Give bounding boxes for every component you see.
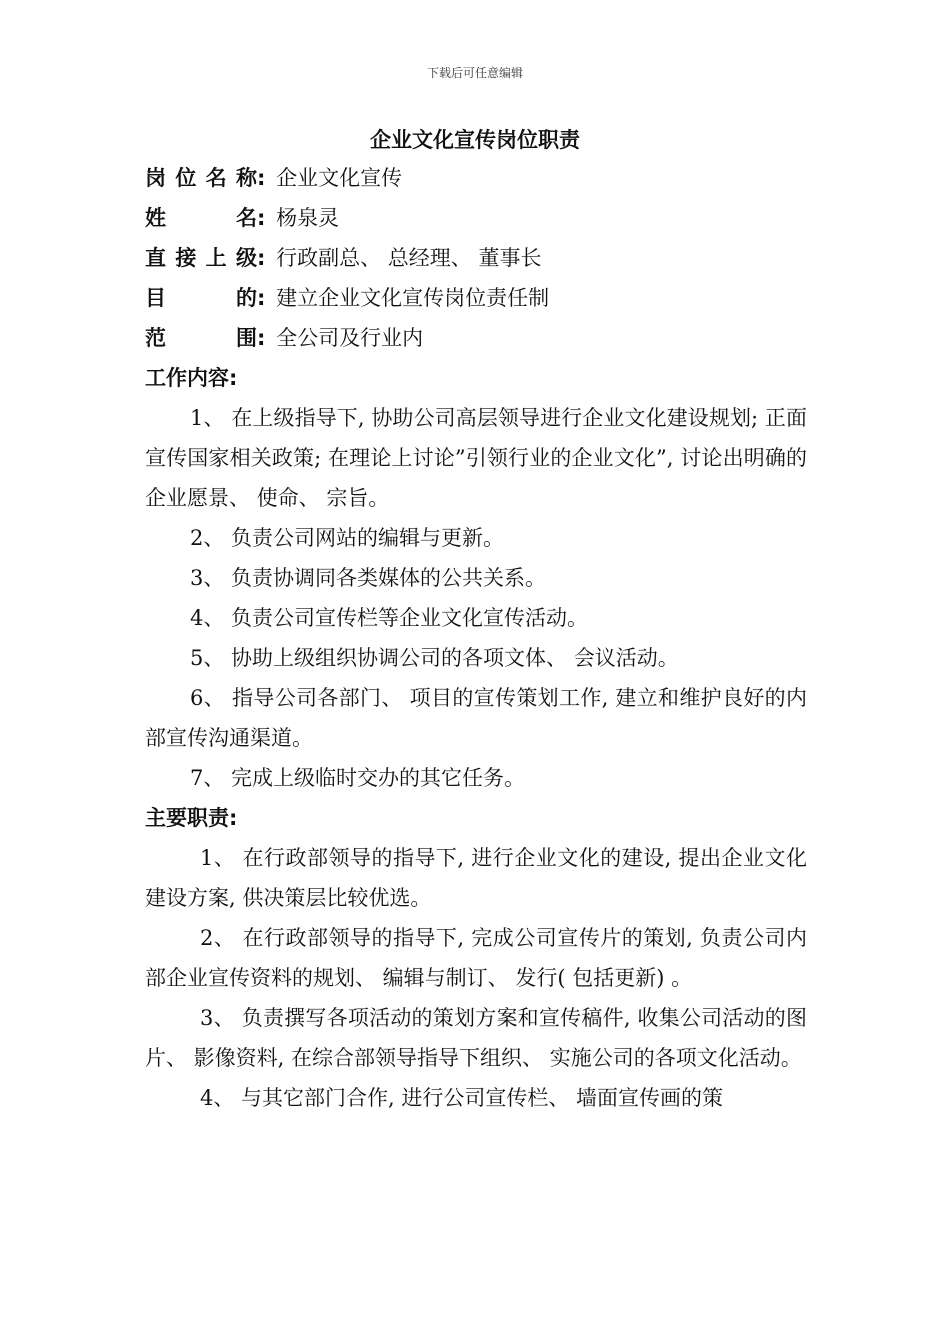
list-item: 2、 在行政部领导的指导下, 完成公司宣传片的策划, 负责公司内部企业宣传资料的规划、 编辑与制订、 发行( 包括更新) 。 [145, 926, 807, 990]
field-label: 直接上级 [145, 246, 257, 270]
field-name: 姓名: 杨泉灵 [145, 198, 807, 238]
list-item: 1、 在上级指导下, 协助公司高层领导进行企业文化建设规划; 正面宣传国家相关政策; 在理论上讨论”引领行业的企业文化”, 讨论出明确的企业愿景、 使命、 宗旨。 [145, 406, 807, 510]
list-item: 4、 与其它部门合作, 进行公司宣传栏、 墙面宣传画的策 [200, 1086, 724, 1110]
main-duties-list [145, 838, 807, 1118]
document-title: 企业文化宣传岗位职责 [370, 128, 580, 152]
work-content-heading: 工作内容: [145, 366, 238, 390]
field-purpose: 目的: 建立企业文化宣传岗位责任制 [145, 278, 807, 318]
list-item: 2、 负责公司网站的编辑与更新。 [190, 526, 505, 550]
field-supervisor: 直接上级: 行政副总、 总经理、 董事长 [145, 238, 807, 278]
list-item: 1、 在行政部领导的指导下, 进行企业文化的建设, 提出企业文化建设方案, 供决策层比较优选。 [145, 846, 807, 910]
field-label: 范围 [145, 326, 257, 350]
list-item: 6、 指导公司各部门、 项目的宣传策划工作, 建立和维护良好的内部宣传沟通渠道。 [145, 686, 807, 750]
field-label: 目的 [145, 286, 257, 310]
field-value: 全公司及行业内 [276, 326, 424, 350]
list-item: 7、 完成上级临时交办的其它任务。 [190, 766, 526, 790]
field-position-name: 岗位名称: 企业文化宣传 [145, 158, 807, 198]
field-value: 行政副总、 总经理、 董事长 [276, 246, 542, 270]
field-label: 岗位名称 [145, 166, 257, 190]
list-item: 3、 负责撰写各项活动的策划方案和宣传稿件, 收集公司活动的图片、 影像资料, 在综合部领导指导下组织、 实施公司的各项文化活动。 [145, 1006, 807, 1070]
field-value: 企业文化宣传 [276, 166, 403, 190]
field-value: 建立企业文化宣传岗位责任制 [276, 286, 550, 310]
list-item: 5、 协助上级组织协调公司的各项文体、 会议活动。 [190, 646, 679, 670]
field-scope: 范围: 全公司及行业内 [145, 318, 807, 358]
field-value: 杨泉灵 [276, 206, 340, 230]
field-label: 姓名 [145, 206, 257, 230]
list-item: 4、 负责公司宣传栏等企业文化宣传活动。 [190, 606, 589, 630]
document-body [145, 158, 807, 1118]
work-content-list [145, 398, 807, 798]
list-item: 3、 负责协调同各类媒体的公共关系。 [190, 566, 547, 590]
page-header: 下载后可任意编辑 [426, 66, 523, 80]
main-duties-heading: 主要职责: [145, 806, 238, 830]
